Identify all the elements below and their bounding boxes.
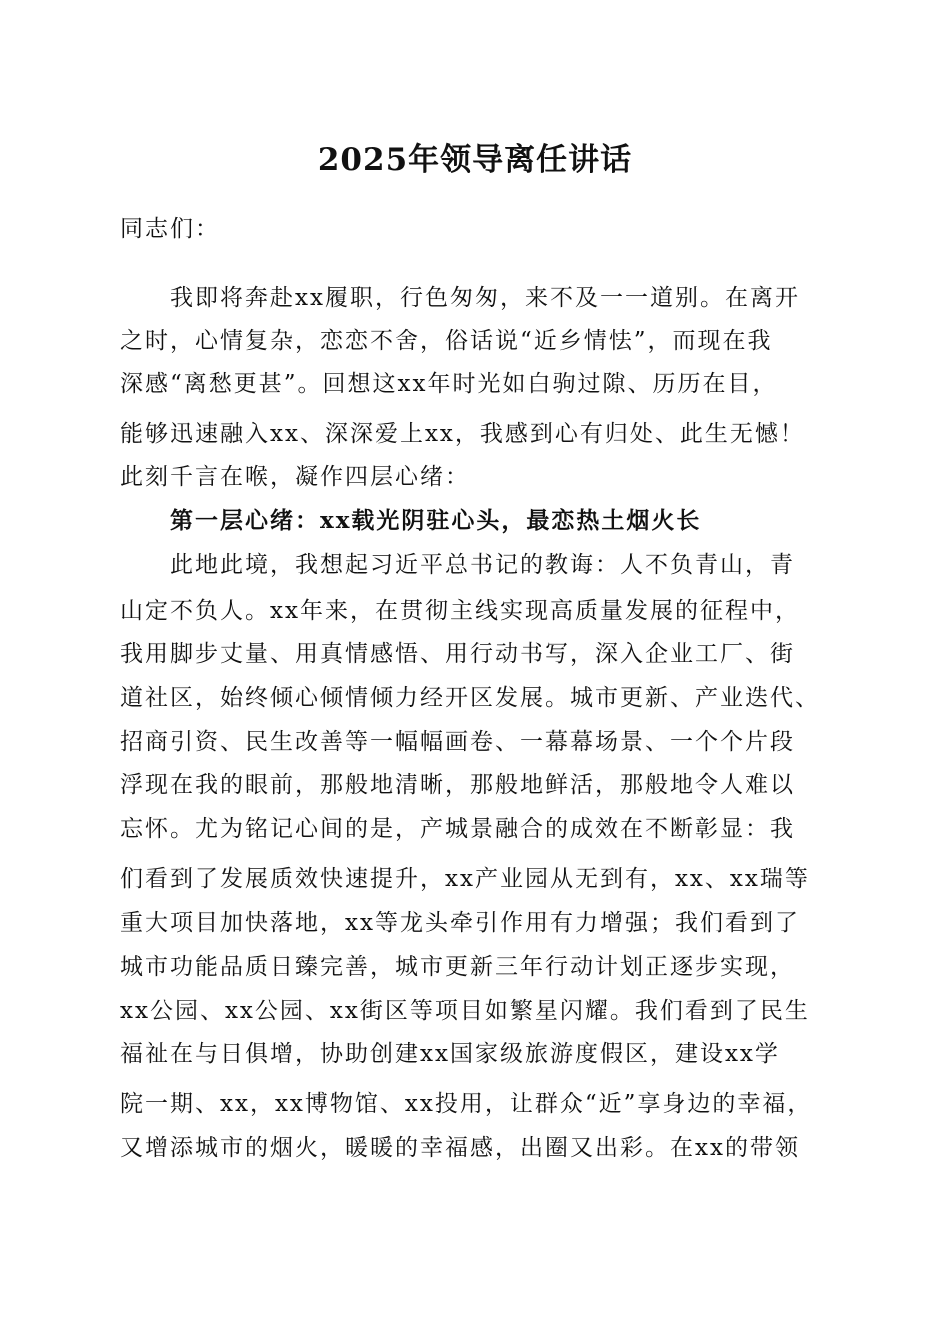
paragraph-line: xx公园、xx公园、xx街区等项目如繁星闪耀。我们看到了民生 [120, 998, 810, 1024]
section-heading: 第一层心绪：xx载光阴驻心头，最恋热土烟火长 [170, 507, 702, 534]
paragraph-line: 山定不负人。xx年来，在贯彻主线实现高质量发展的征程中， [120, 598, 800, 624]
paragraph-line: 招商引资、民生改善等一幅幅画卷、一幕幕场景、一个个片段 [120, 729, 795, 755]
paragraph-line: 福祉在与日俱增，协助创建xx国家级旅游度假区，建设xx学 [120, 1041, 780, 1067]
paragraph-line: 此地此境，我想起习近平总书记的教诲：人不负青山，青 [170, 552, 795, 578]
paragraph-line: 重大项目加快落地，xx等龙头牵引作用有力增强；我们看到了 [120, 910, 800, 936]
paragraph-line: 城市功能品质日臻完善，城市更新三年行动计划正逐步实现， [120, 954, 795, 980]
paragraph-line: 浮现在我的眼前，那般地清晰，那般地鲜活，那般地令人难以 [120, 772, 795, 798]
paragraph-line: 之时，心情复杂，恋恋不舍，俗话说“近乡情怯”，而现在我 [120, 328, 773, 354]
paragraph-line: 深感“离愁更甚”。回想这xx年时光如白驹过隙、历历在目， [120, 371, 778, 397]
paragraph-line: 此刻千言在喉，凝作四层心绪： [120, 464, 470, 490]
salutation: 同志们： [120, 216, 220, 242]
paragraph-line: 忘怀。尤为铭记心间的是，产城景融合的成效在不断彰显：我 [120, 816, 795, 842]
paragraph-line: 我用脚步丈量、用真情感悟、用行动书写，深入企业工厂、街 [120, 641, 795, 667]
document-title: 2025年领导离任讲话 [317, 142, 633, 178]
paragraph-line: 道社区，始终倾心倾情倾力经开区发展。城市更新、产业迭代、 [120, 685, 820, 711]
paragraph-line: 能够迅速融入xx、深深爱上xx，我感到心有归处、此生无憾！ [120, 421, 805, 447]
paragraph-line: 们看到了发展质效快速提升，xx产业园从无到有，xx、xx瑞等 [120, 866, 810, 892]
paragraph-line: 院一期、xx，xx博物馆、xx投用，让群众“近”享身边的幸福， [120, 1091, 813, 1117]
paragraph-line: 又增添城市的烟火，暖暖的幸福感，出圈又出彩。在xx的带领 [120, 1135, 800, 1161]
paragraph-line: 我即将奔赴xx履职，行色匆匆，来不及一一道别。在离开 [170, 285, 800, 311]
